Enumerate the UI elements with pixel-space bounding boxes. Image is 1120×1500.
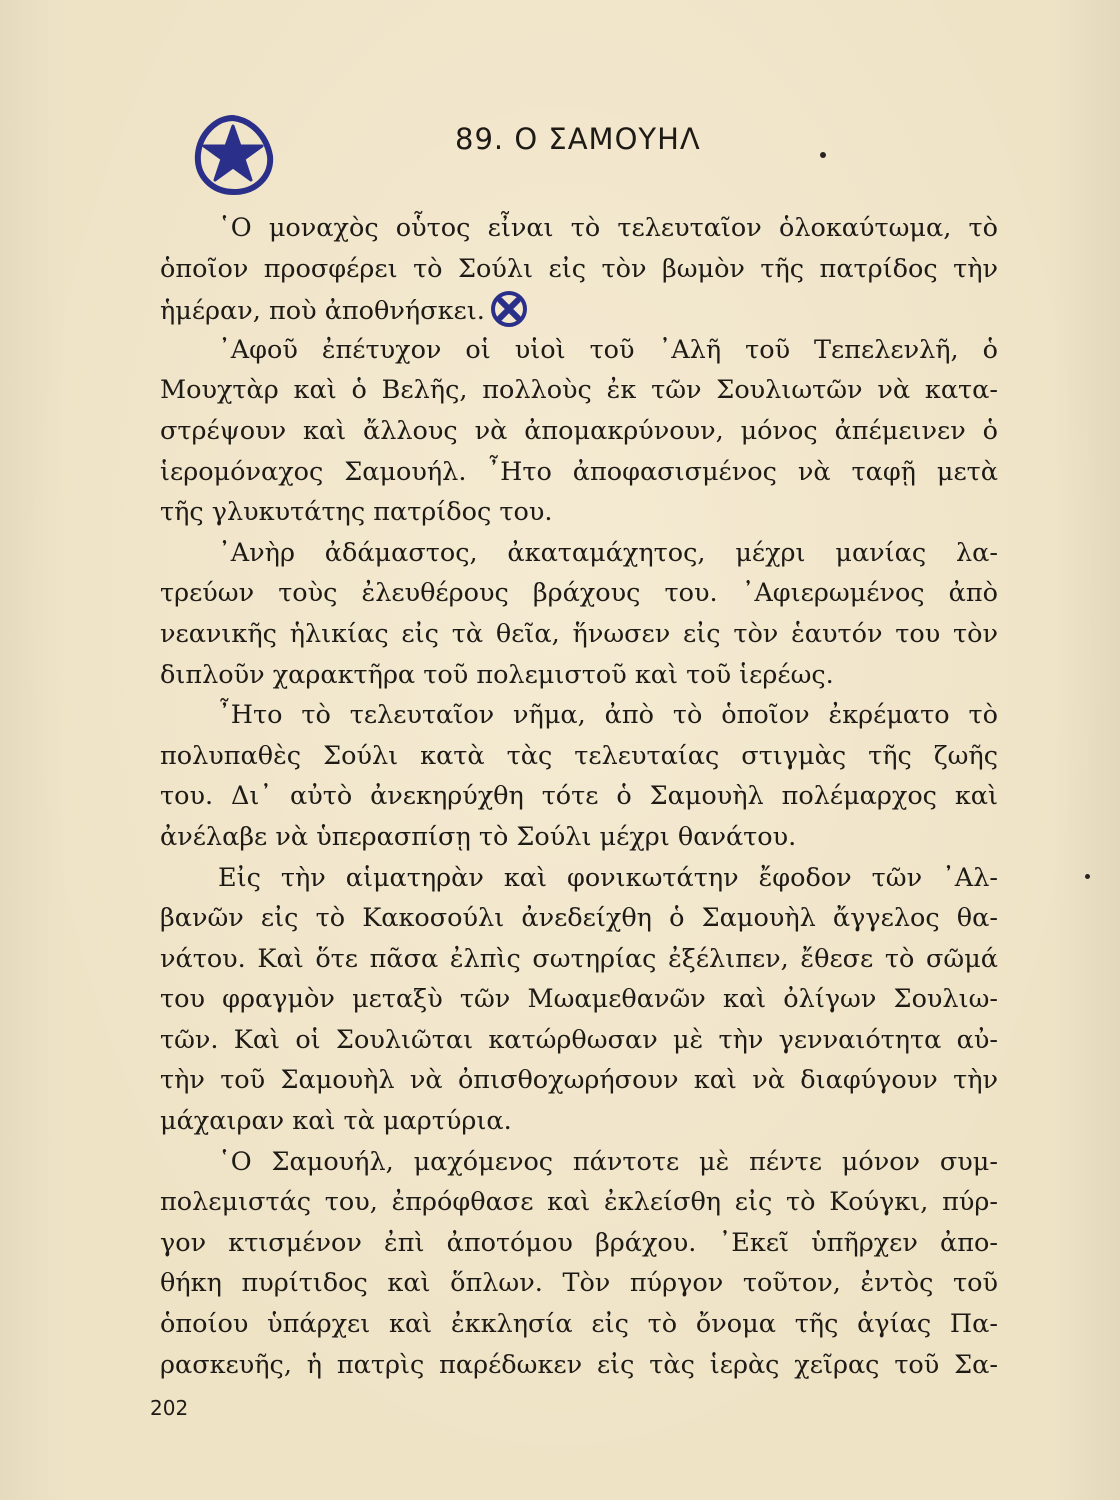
text-line: Εἰς τὴν αἱματηρὰν καὶ φονικωτάτην ἔφοδον τῶν ᾿Αλ-	[218, 862, 998, 893]
text-line-content: ἡμέραν, ποὺ ἀποθνήσκει.	[160, 296, 485, 327]
text-line: ρασκευῆς, ἡ πατρὶς παρέδωκεν εἰς τὰς ἱερὰς χεῖρας τοῦ Σα-	[160, 1349, 998, 1380]
text-line: του. Δι᾿ αὐτὸ ἀνεκηρύχθη τότε ὁ Σαμουὴλ πολέμαρχος καὶ	[160, 781, 998, 812]
text-line: ὁποῖον προσφέρει τὸ Σούλι εἰς τὸν βωμὸν τῆς πατρίδος τὴν	[160, 253, 998, 284]
page-number: 202	[150, 1396, 189, 1420]
text-line: του φραγμὸν μεταξὺ τῶν Μωαμεθανῶν καὶ ὀλίγων Σουλιω-	[160, 984, 998, 1015]
text-line: γον κτισμένον ἐπὶ ἀποτόμου βράχου. ᾿Εκεῖ ὑπῆρχεν ἀπο-	[160, 1227, 998, 1258]
text-line: ἱερομόναχος Σαμουήλ. ῏Ητο ἀποφασισμένος νὰ ταφῇ μετὰ	[160, 456, 998, 487]
text-line: νάτου. Καὶ ὅτε πᾶσα ἐλπὶς σωτηρίας ἐξέλιπεν, ἔθεσε τὸ σῶμά	[160, 943, 998, 974]
text-line: στρέψουν καὶ ἄλλους νὰ ἀπομακρύνουν, μόνος ἀπέμεινεν ὁ	[160, 415, 998, 446]
text-line: ῏Ητο τὸ τελευταῖον νῆμα, ἀπὸ τὸ ὁποῖον ἐκρέματο τὸ	[218, 700, 998, 731]
text-line: τρεύων τοὺς ἐλευθέρους βράχους του. ᾿Αφιερωμένος ἀπὸ	[160, 578, 998, 609]
text-line: ἀνέλαβε νὰ ὑπερασπίσῃ τὸ Σούλι μέχρι θανάτου.	[160, 821, 797, 852]
text-line	[160, 289, 998, 330]
text-line: διπλοῦν χαρακτῆρα τοῦ πολεμιστοῦ καὶ τοῦ ἱερέως.	[160, 659, 834, 690]
text-line: βανῶν εἰς τὸ Κακοσούλι ἀνεδείχθη ὁ Σαμουὴλ ἄγγελος θα-	[160, 903, 998, 934]
text-line: τῆς γλυκυτάτης πατρίδος του.	[160, 497, 553, 528]
ink-speck	[820, 152, 826, 158]
text-line: πολυπαθὲς Σούλι κατὰ τὰς τελευταίας στιγμὰς τῆς ζωῆς	[160, 740, 998, 771]
text-line: Μουχτὰρ καὶ ὁ Βελῆς, πολλοὺς ἐκ τῶν Σουλιωτῶν νὰ κατα-	[160, 375, 998, 406]
chapter-title: 89. Ο ΣΑΜΟΥΗΛ	[455, 122, 701, 156]
text-line: ῾Ο Σαμουήλ, μαχόμενος πάντοτε μὲ πέντε μόνον συμ-	[218, 1146, 998, 1177]
cross-stamp-icon	[489, 289, 529, 329]
text-line: μάχαιραν καὶ τὰ μαρτύρια.	[160, 1106, 512, 1137]
text-line: νεανικῆς ἡλικίας εἰς τὰ θεῖα, ἥνωσεν εἰς τὸν ἑαυτόν του τὸν	[160, 618, 998, 649]
text-line: ᾿Αφοῦ ἐπέτυχον οἱ υἱοὶ τοῦ ᾿Αλῆ τοῦ Τεπελενλῆ, ὁ	[218, 334, 998, 365]
star-stamp-icon	[190, 112, 276, 198]
text-line: τὴν τοῦ Σαμουὴλ νὰ ὀπισθοχωρήσουν καὶ νὰ διαφύγουν τὴν	[160, 1065, 998, 1096]
text-line: τῶν. Καὶ οἱ Σουλιῶται κατώρθωσαν μὲ τὴν γενναιότητα αὐ-	[160, 1024, 998, 1055]
text-line: πολεμιστάς του, ἐπρόφθασε καὶ ἐκλείσθη εἰς τὸ Κούγκι, πύρ-	[160, 1187, 998, 1218]
text-line: θήκη πυρίτιδος καὶ ὅπλων. Τὸν πύργον τοῦτον, ἐντὸς τοῦ	[160, 1268, 998, 1299]
text-line: ῾Ο μοναχὸς οὗτος εἶναι τὸ τελευταῖον ὁλοκαύτωμα, τὸ	[218, 213, 998, 243]
text-line: ὁποίου ὑπάρχει καὶ ἐκκλησία εἰς τὸ ὄνομα τῆς ἁγίας Πα-	[160, 1309, 998, 1340]
ink-speck	[1085, 874, 1090, 879]
body-text	[160, 208, 998, 1385]
text-line: ᾿Ανὴρ ἀδάμαστος, ἀκαταμάχητος, μέχρι μανίας λα-	[218, 537, 998, 568]
